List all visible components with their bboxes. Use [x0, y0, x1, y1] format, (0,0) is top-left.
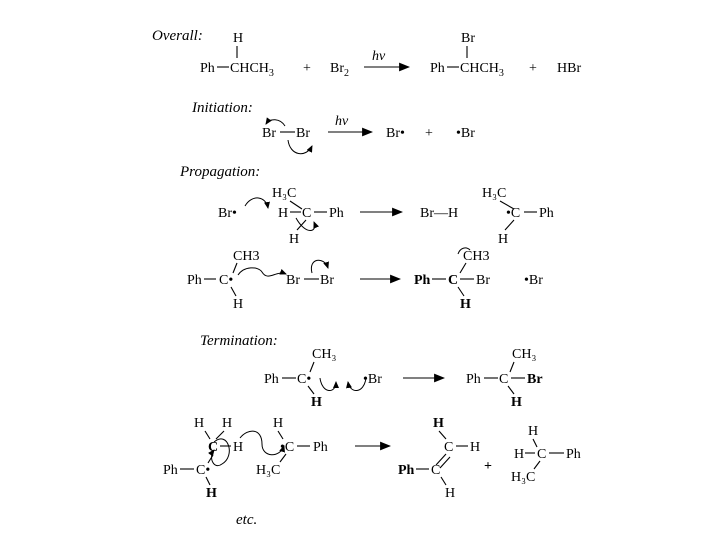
prop2-bond-ch3-2 [460, 263, 466, 273]
prop2-ch3-2: CH3 [463, 249, 490, 264]
overall-br-top: Br [461, 31, 475, 46]
term1-h-bottom-2: H [511, 395, 522, 410]
prop1-ph-2: Ph [539, 206, 554, 221]
term1-ch3: CH₃ [312, 347, 337, 362]
term2-h-left-4: H [514, 447, 525, 462]
prop2-bond-ch-2 [458, 287, 464, 296]
prop2-br-2: Br [476, 273, 490, 288]
term1-curve-arrow-1 [320, 378, 336, 391]
overall-h-top: H [233, 31, 244, 46]
initiation-br-right: Br [296, 126, 310, 141]
term2-bond-ch-b [206, 477, 210, 485]
prop1-c: C [302, 206, 312, 221]
term1-h-bottom: H [311, 395, 322, 410]
term2-ph: Ph [163, 463, 178, 478]
overall-br2: $Br_2$ [330, 61, 349, 79]
term2-h-bottom: H [206, 486, 217, 501]
overall-label: Overall: [152, 28, 203, 44]
term2-curve-arrow-2 [240, 431, 284, 455]
prop2-br-left: Br [286, 273, 300, 288]
prop1-c-rad: •C [506, 206, 521, 221]
termination-label: Termination: [200, 333, 278, 349]
term1-c-2: C [499, 372, 509, 387]
overall-ph: Ph [200, 61, 215, 76]
term2-bond-h1c [205, 431, 210, 439]
initiation-label: Initiation: [192, 100, 253, 116]
term1-bond-ch3 [310, 362, 314, 372]
term2-bond-hc-2 [278, 431, 283, 439]
initiation-hv: hν [335, 114, 349, 129]
prop1-ph: Ph [329, 206, 344, 221]
prop2-br-rad: •Br [524, 273, 543, 288]
term2-ph-4: Ph [566, 447, 581, 462]
term1-ph-2: Ph [466, 372, 481, 387]
term2-bond-ch3-4 [534, 461, 540, 469]
term2-h-top-2: H [273, 416, 284, 431]
term2-c-4: C [431, 463, 441, 478]
term2-h2: H [222, 416, 233, 431]
prop2-h-bottom-2: H [460, 297, 471, 312]
term2-bond-hc-3 [439, 431, 446, 439]
prop1-h-bottom: H [289, 232, 300, 247]
prop2-ph-2: Ph [414, 273, 431, 288]
overall-plus-2: + [529, 61, 537, 76]
prop2-h-bottom: H [233, 297, 244, 312]
term2-c-h: C [208, 440, 219, 455]
initiation-br-left: Br [262, 126, 276, 141]
term2-h1: H [194, 416, 205, 431]
prop2-bond-ch [231, 287, 236, 296]
prop1-h3c: H₃C [272, 186, 297, 201]
prop1-curve-arrow-1 [245, 198, 268, 208]
term2-bond-h2c [216, 431, 224, 439]
overall-plus-1: + [303, 61, 311, 76]
prop1-bond-ch3 [290, 201, 302, 209]
prop2-br-right: Br [320, 273, 334, 288]
prop1-br-rad: Br• [218, 206, 237, 221]
term2-ph-2: Ph [313, 440, 328, 455]
term2-h3c-4: H₃C [511, 470, 536, 485]
term1-br: Br [527, 372, 543, 387]
initiation-br-rad-1: Br• [386, 126, 405, 141]
term1-c-rad: C• [297, 372, 312, 387]
term2-h3c: H₃C [256, 463, 281, 478]
term2-h-top-4: H [528, 424, 539, 439]
overall-chch3-2: $CHCH_3$ [460, 61, 504, 79]
prop2-bond-ch3 [233, 263, 237, 273]
initiation-br-rad-2: •Br [456, 126, 475, 141]
overall-ph-2: Ph [430, 61, 445, 76]
prop2-c-2: C [448, 273, 459, 288]
prop2-ph: Ph [187, 273, 202, 288]
overall-hv: hν [372, 49, 386, 64]
term2-plus: + [484, 459, 492, 474]
term2-h-bottom-3: H [445, 486, 456, 501]
term2-c-5: C [537, 447, 547, 462]
term2-ph-3: Ph [398, 463, 415, 478]
term1-bond-ch [308, 386, 314, 394]
term2-bond-ch3-2 [280, 454, 286, 462]
propagation-label: Propagation: [180, 164, 261, 180]
prop1-bond-ch-2 [505, 220, 514, 230]
term2-h-top-3: H [433, 416, 444, 431]
term2-h-right: H [233, 440, 244, 455]
etc-label: etc. [236, 512, 258, 528]
term2-bond-ch-4 [441, 477, 446, 485]
prop1-h-bottom-2: H [498, 232, 509, 247]
overall-chch3: $CHCH_3$ [230, 61, 274, 79]
term2-c-rad: C• [196, 463, 211, 478]
prop1-h3c-2: H₃C [482, 186, 507, 201]
prop2-curve-arrow-2 [311, 260, 328, 273]
prop2-ch3: CH3 [233, 249, 260, 264]
term1-ph: Ph [264, 372, 279, 387]
prop1-brh: Br—H [420, 206, 459, 221]
prop1-h-left: H [278, 206, 289, 221]
term1-bond-ch3-2 [510, 362, 514, 372]
overall-hbr: HBr [557, 61, 582, 76]
term2-bond-hc-4 [533, 439, 537, 447]
initiation-plus: + [425, 126, 433, 141]
prop2-curve-arrow-1 [238, 268, 286, 276]
term1-bond-ch-2 [508, 386, 514, 394]
initiation-curve-arrow-bottom [288, 140, 312, 154]
term1-br-rad: •Br [363, 372, 382, 387]
term2-h-right-3: H [470, 440, 481, 455]
prop2-c-rad: C• [219, 273, 234, 288]
term2-c-3: C [444, 440, 454, 455]
term2-c-rad-2: •C [280, 440, 295, 455]
term1-ch3-2: CH₃ [512, 347, 537, 362]
